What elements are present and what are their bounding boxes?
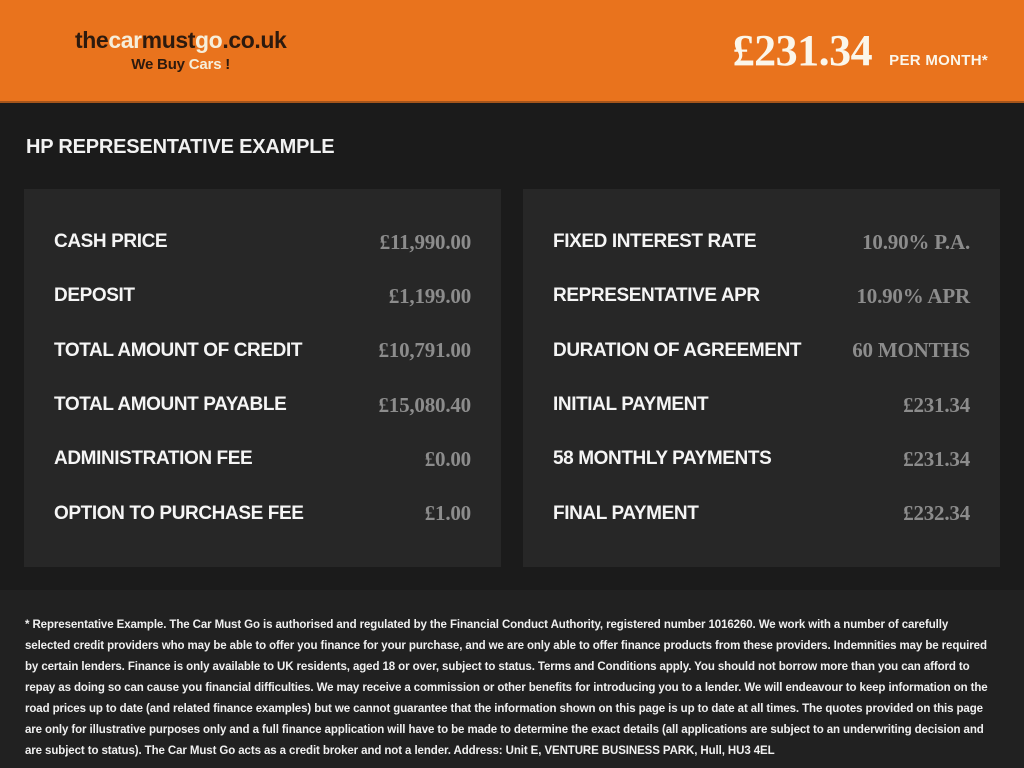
finance-value: £10,791.00 — [378, 338, 471, 363]
finance-panel-right — [523, 189, 1000, 567]
tagline-segment: We Buy — [131, 55, 189, 73]
finance-value: £1,199.00 — [388, 283, 471, 308]
finance-value: £232.34 — [903, 501, 970, 526]
logo-segment: car — [108, 27, 142, 54]
representative-example-disclaimer: * Representative Example. The Car Must Go is authorised and regulated by the Financial Conduct Authority, registered number 1016260. We work with a number of carefully selected credit providers who may be able to offer you finance for your purchase, and we are only able to offer finance products from these providers. Indemnities may be required by certain lenders. Finance is only available to UK residents, aged 18 or over, subject to status. Terms and Conditions apply. You should not borrow more than you can afford to repay as doing so can cause you financial difficulties. We may receive a commission or other benefits for introducing you to a lender. We will endeavour to keep information on the road prices up to date (and related finance examples) but we cannot guarantee that the information shown on this page is up to date at all times. The quotes provided on this page are only for illustrative purposes only and a full finance application will have to be made to determine the exact details (all applications are subject to an underwriting decision and are subject to status). The Car Must Go acts as a credit broker and not a lender. Address: Unit E, VENTURE BUSINESS PARK, Hull, HU3 4EL — [25, 619, 988, 757]
finance-value: £15,080.40 — [378, 392, 471, 417]
finance-label: DURATION OF AGREEMENT — [553, 339, 802, 361]
finance-row-monthly-payments — [553, 447, 970, 472]
monthly-price-suffix: PER MONTH* — [889, 52, 988, 69]
finance-row-deposit — [54, 284, 471, 309]
finance-value: 60 MONTHS — [852, 338, 970, 363]
finance-panel-left — [24, 189, 501, 567]
finance-value: 10.90% APR — [856, 283, 970, 308]
finance-row-initial-payment — [553, 393, 970, 418]
finance-label: FIXED INTEREST RATE — [553, 231, 757, 253]
finance-value: £231.34 — [903, 392, 970, 417]
finance-row-cash-price — [54, 230, 471, 255]
finance-label: ADMINISTRATION FEE — [54, 448, 253, 470]
finance-label: DEPOSIT — [54, 285, 135, 307]
site-logo-wordmark — [75, 28, 286, 53]
finance-value: £231.34 — [903, 446, 970, 471]
logo-segment: must — [141, 27, 196, 54]
finance-label: TOTAL AMOUNT OF CREDIT — [54, 339, 303, 361]
tagline-segment: Cars — [188, 55, 222, 73]
logo-segment: go — [195, 27, 223, 54]
header-bar — [0, 0, 1024, 103]
finance-row-option-fee — [54, 501, 471, 526]
logo-segment: the — [75, 27, 109, 54]
finance-label: INITIAL PAYMENT — [553, 394, 709, 416]
site-logo[interactable] — [75, 28, 286, 72]
finance-label: 58 MONTHLY PAYMENTS — [553, 448, 772, 470]
finance-row-total-payable — [54, 393, 471, 418]
site-logo-tagline — [75, 56, 286, 73]
finance-label: FINAL PAYMENT — [553, 502, 699, 524]
finance-label: OPTION TO PURCHASE FEE — [54, 502, 304, 524]
main-section — [0, 103, 1024, 567]
finance-value: 10.90% P.A. — [862, 229, 970, 254]
finance-row-final-payment — [553, 501, 970, 526]
finance-value: £11,990.00 — [379, 229, 471, 254]
finance-label: TOTAL AMOUNT PAYABLE — [54, 394, 287, 416]
finance-row-duration — [553, 338, 970, 363]
finance-panels — [24, 189, 1000, 567]
finance-label: REPRESENTATIVE APR — [553, 285, 760, 307]
finance-row-admin-fee — [54, 447, 471, 472]
finance-row-interest-rate — [553, 230, 970, 255]
page-title: HP REPRESENTATIVE EXAMPLE — [26, 136, 335, 158]
finance-row-apr — [553, 284, 970, 309]
finance-row-total-credit — [54, 338, 471, 363]
logo-segment: .co.uk — [222, 27, 287, 54]
monthly-price: £231.34 — [732, 26, 873, 75]
footer-section — [0, 590, 1024, 768]
tagline-segment: ! — [221, 55, 231, 73]
finance-label: CASH PRICE — [54, 231, 168, 253]
monthly-price-block — [733, 25, 988, 76]
finance-value: £0.00 — [424, 446, 471, 471]
finance-value: £1.00 — [424, 501, 471, 526]
